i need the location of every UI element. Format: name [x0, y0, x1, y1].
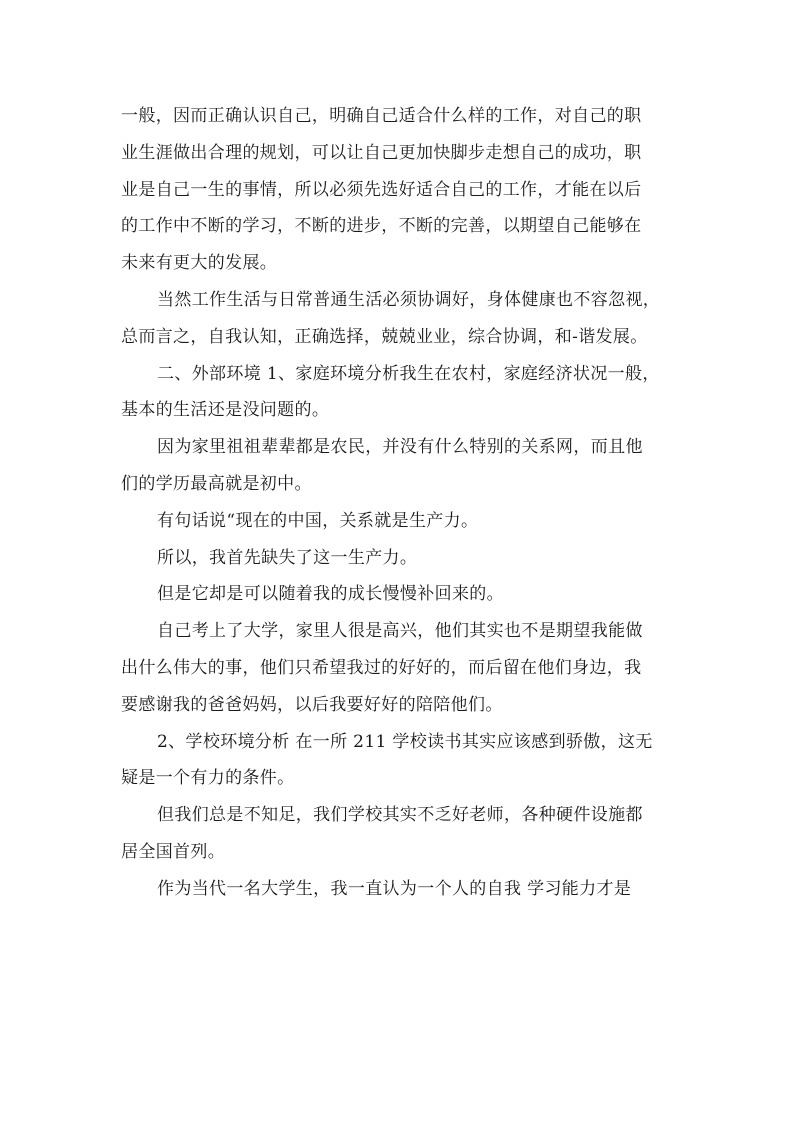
text-line: 们的学历最高就是初中。 — [121, 473, 312, 494]
text-line: 因为家里祖祖辈辈都是农民，并没有什么特别的关系网，而且他 — [157, 437, 643, 458]
text-line: 一般，因而正确认识自己，明确自己适合什么样的工作，对自己的职 — [121, 106, 642, 126]
text-line: 2、学校环境分析 在一所 211 学校读书其实应该感到骄傲，这无 — [157, 731, 653, 752]
text-line: 自己考上了大学，家里人很是高兴，他们其实也不是期望我能做 — [157, 621, 643, 642]
text-line: 但是它却是可以随着我的成长慢慢补回来的。 — [157, 584, 504, 605]
text-line: 未来有更大的发展。 — [121, 253, 278, 274]
text-line: 基本的生活还是没问题的。 — [121, 400, 330, 421]
text-line: 总而言之，自我认知，正确选择，兢兢业业，综合协调，和-谐发展。 — [121, 326, 648, 347]
text-line: 但我们总是不知足，我们学校其实不乏好老师，各种硬件设施都 — [157, 805, 643, 826]
text-line: 二、外部环境 1、家庭环境分析我生在农村，家庭经济状况一般， — [157, 363, 660, 384]
text-line: 出什么伟大的事，他们只希望我过的好好的，而后留在他们身边，我 — [121, 657, 642, 678]
text-line: 要感谢我的爸爸妈妈，以后我要好好的陪陪他们。 — [121, 694, 503, 715]
text-line: 业生涯做出合理的规划，可以让自己更加快脚步走想自己的成功，职 — [121, 142, 642, 163]
document-body — [121, 98, 681, 908]
text-line: 的工作中不断的学习，不断的进步，不断的完善，以期望自己能够在 — [121, 216, 642, 237]
text-line: 疑是一个有力的条件。 — [121, 768, 295, 789]
text-line: 所以，我首先缺失了这一生产力。 — [157, 547, 418, 568]
text-line: 居全国首列。 — [121, 841, 226, 862]
text-line: 作为当代一名大学生，我一直认为一个人的自我 学习能力才是 — [157, 878, 632, 899]
text-line: 有句话说“现在的中国，关系就是生产力。 — [157, 510, 479, 531]
text-line: 业是自己一生的事情，所以必须先选好适合自己的工作，才能在以后 — [121, 179, 642, 200]
text-line: 当然工作生活与日常普通生活必须协调好，身体健康也不容忽视， — [157, 289, 661, 310]
